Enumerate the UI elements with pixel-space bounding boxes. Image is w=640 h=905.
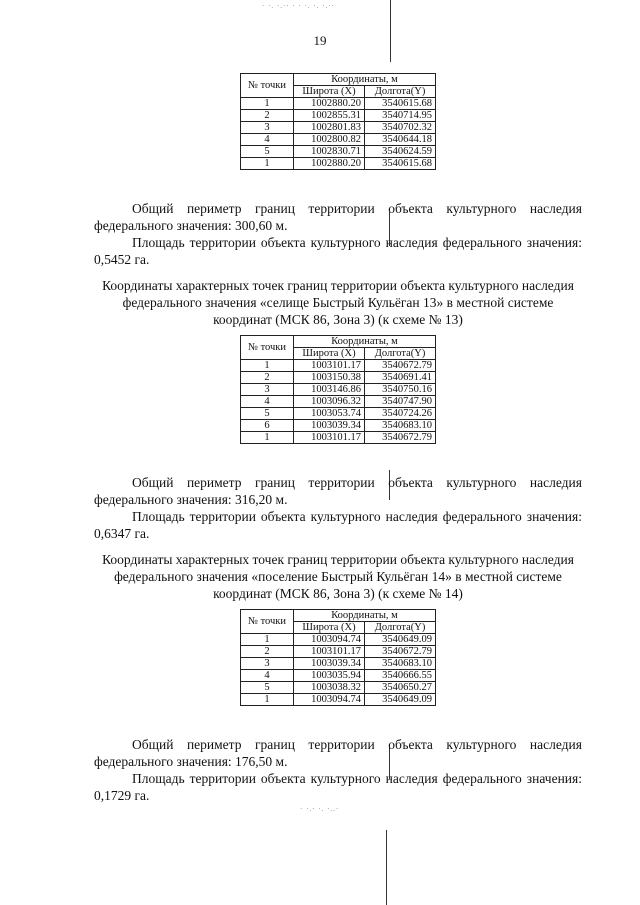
- coordinates-table-2: [240, 335, 436, 444]
- header-lon: Долгота(Y): [365, 86, 436, 98]
- scan-line-top: [390, 0, 391, 62]
- table-row: [241, 694, 436, 706]
- heading-scheme-14: Координаты характерных точек границ территории объекта культурного наследия федерального значения «поселение Быстрый Кульёган 14» в местной системе координат (МСК 86, Зона 3) (к схеме № 14): [102, 552, 574, 601]
- table-row: [241, 146, 436, 158]
- latitude: 1003101.17: [294, 432, 365, 444]
- table-row: [241, 408, 436, 420]
- latitude: 1002800.82: [294, 134, 365, 146]
- longitude: 3540672.79: [365, 360, 436, 372]
- table-row: [241, 420, 436, 432]
- longitude: 3540691.41: [365, 372, 436, 384]
- point-number: 2: [241, 646, 294, 658]
- longitude: 3540624.59: [365, 146, 436, 158]
- section-1-text: [94, 200, 582, 268]
- longitude: 3540615.68: [365, 158, 436, 170]
- header-coordinates: Координаты, м: [294, 74, 436, 86]
- longitude: 3540750.16: [365, 384, 436, 396]
- latitude: 1003038.32: [294, 682, 365, 694]
- point-number: 5: [241, 682, 294, 694]
- area-text: Площадь территории объекта культурного наследия федерального значения: 0,6347 га.: [94, 509, 582, 541]
- latitude: 1003094.74: [294, 694, 365, 706]
- heading-scheme-13: Координаты характерных точек границ территории объекта культурного наследия федерального значения «селище Быстрый Кульёган 13» в местной системе координат (МСК 86, Зона 3) (к схеме № 13): [102, 278, 574, 327]
- point-number: 2: [241, 372, 294, 384]
- header-coordinates: Координаты, м: [294, 336, 436, 348]
- table-row: [241, 682, 436, 694]
- latitude: 1003053.74: [294, 408, 365, 420]
- coordinates-table-3: [240, 609, 436, 706]
- coordinates-table-1: [240, 73, 436, 170]
- longitude: 3540666.55: [365, 670, 436, 682]
- latitude: 1003150.38: [294, 372, 365, 384]
- header-point-no: № точки: [241, 336, 294, 360]
- table-row: [241, 658, 436, 670]
- header-lat: Широта (X): [294, 348, 365, 360]
- point-number: 5: [241, 408, 294, 420]
- point-number: 1: [241, 360, 294, 372]
- header-point-no: № точки: [241, 74, 294, 98]
- longitude: 3540724.26: [365, 408, 436, 420]
- table-row: [241, 634, 436, 646]
- header-point-no: № точки: [241, 610, 294, 634]
- header-lon: Долгота(Y): [365, 348, 436, 360]
- point-number: 1: [241, 634, 294, 646]
- table-row: [241, 110, 436, 122]
- header-lat: Широта (X): [294, 622, 365, 634]
- table-row: [241, 158, 436, 170]
- point-number: 4: [241, 396, 294, 408]
- table-row: [241, 396, 436, 408]
- point-number: 4: [241, 670, 294, 682]
- latitude: 1003096.32: [294, 396, 365, 408]
- point-number: 3: [241, 122, 294, 134]
- perimeter-text: Общий периметр границ территории объекта культурного наследия федерального значения: 176,50 м.: [94, 737, 582, 769]
- longitude: 3540644.18: [365, 134, 436, 146]
- point-number: 1: [241, 694, 294, 706]
- longitude: 3540649.09: [365, 694, 436, 706]
- table-row: [241, 646, 436, 658]
- longitude: 3540672.79: [365, 432, 436, 444]
- scan-artifact-bottom: · ·.· ·. ·..·: [300, 805, 340, 813]
- point-number: 3: [241, 384, 294, 396]
- longitude: 3540714.95: [365, 110, 436, 122]
- longitude: 3540672.79: [365, 646, 436, 658]
- scan-artifact-top: · ·. ·.·· · · ·. ·. ·.··: [262, 2, 335, 10]
- longitude: 3540702.32: [365, 122, 436, 134]
- latitude: 1003101.17: [294, 646, 365, 658]
- latitude: 1003101.17: [294, 360, 365, 372]
- latitude: 1003146.86: [294, 384, 365, 396]
- header-lon: Долгота(Y): [365, 622, 436, 634]
- section-3-text: [94, 736, 582, 804]
- latitude: 1003094.74: [294, 634, 365, 646]
- table-row: [241, 372, 436, 384]
- longitude: 3540683.10: [365, 658, 436, 670]
- longitude: 3540650.27: [365, 682, 436, 694]
- latitude: 1003039.34: [294, 658, 365, 670]
- table-row: [241, 432, 436, 444]
- point-number: 1: [241, 98, 294, 110]
- point-number: 1: [241, 158, 294, 170]
- section-2-text: [94, 474, 582, 542]
- latitude: 1002855.31: [294, 110, 365, 122]
- area-text: Площадь территории объекта культурного наследия федерального значения: 0,5452 га.: [94, 235, 582, 267]
- point-number: 2: [241, 110, 294, 122]
- longitude: 3540615.68: [365, 98, 436, 110]
- point-number: 4: [241, 134, 294, 146]
- point-number: 5: [241, 146, 294, 158]
- table-row: [241, 360, 436, 372]
- latitude: 1002801.83: [294, 122, 365, 134]
- point-number: 3: [241, 658, 294, 670]
- longitude: 3540683.10: [365, 420, 436, 432]
- table-row: [241, 98, 436, 110]
- latitude: 1002880.20: [294, 98, 365, 110]
- perimeter-text: Общий периметр границ территории объекта культурного наследия федерального значения: 300,60 м.: [94, 201, 582, 233]
- longitude: 3540649.09: [365, 634, 436, 646]
- header-coordinates: Координаты, м: [294, 610, 436, 622]
- table-row: [241, 670, 436, 682]
- area-text: Площадь территории объекта культурного наследия федерального значения: 0,1729 га.: [94, 771, 582, 803]
- latitude: 1002830.71: [294, 146, 365, 158]
- perimeter-text: Общий периметр границ территории объекта культурного наследия федерального значения: 316,20 м.: [94, 475, 582, 507]
- point-number: 1: [241, 432, 294, 444]
- table-row: [241, 122, 436, 134]
- point-number: 6: [241, 420, 294, 432]
- table-row: [241, 384, 436, 396]
- latitude: 1003035.94: [294, 670, 365, 682]
- latitude: 1002880.20: [294, 158, 365, 170]
- scan-line-bottom: [386, 830, 387, 905]
- longitude: 3540747.90: [365, 396, 436, 408]
- table-row: [241, 134, 436, 146]
- header-lat: Широта (X): [294, 86, 365, 98]
- page-number: 19: [313, 33, 327, 48]
- latitude: 1003039.34: [294, 420, 365, 432]
